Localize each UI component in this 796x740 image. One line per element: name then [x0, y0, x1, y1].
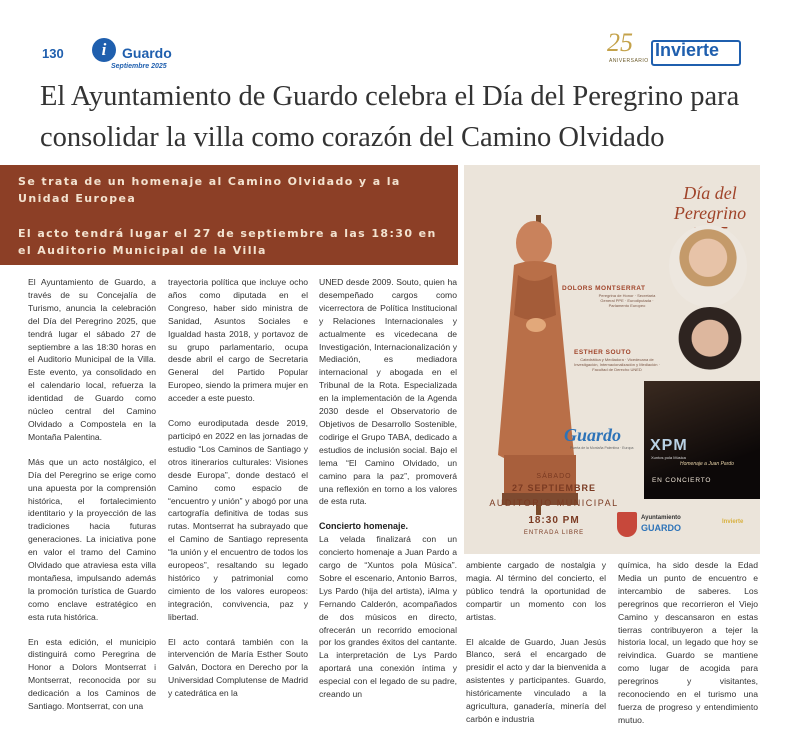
speaker-photo-souto — [670, 307, 750, 389]
speaker-name-1: DOLORS MONTSERRAT — [562, 285, 646, 292]
event-poster — [464, 165, 760, 554]
event-day: SÁBADO — [536, 473, 572, 480]
partner-logo: Invierte — [722, 519, 744, 525]
coat-of-arms-icon — [617, 512, 637, 537]
speaker-photo-montserrat — [669, 225, 747, 307]
anniversary-number: 25 — [607, 28, 633, 57]
event-entry: ENTRADA LIBRE — [523, 530, 585, 536]
paragraph: El alcalde de Guardo, Juan Jesús Blanco, será el encargado de presidir el acto y dar la bienvenida a asistentes y participantes. Guardo, históricamente vinculado a la agricultura, ganadería, minería del carbón e industria — [466, 636, 606, 724]
poster-title-line-2: Peregrino — [673, 203, 747, 223]
paragraph: trayectoria política que incluye ocho años como diputada en el Congreso, haber sido ministra de Sanidad, Asuntos Sociales e Igualdad hasta 2018, y portavoz de su grupo parlamentario, ocupa desde abril el cargo de Secretaria General del Partido Popular Europeo, siendo la primera mujer en acceder a este puesto. — [168, 277, 308, 404]
guardo-tagline: Puerta de la Montaña Palentina · Europa — [570, 446, 634, 450]
subheading: Concierto homenaje. — [319, 521, 409, 532]
page-header — [0, 0, 796, 78]
concert-title: XPM — [650, 437, 688, 454]
article-headline: El Ayuntamiento de Guardo celebra el Día del Peregrino para consolidar la villa como corazón del Camino Olvidado — [40, 81, 740, 153]
paragraph: La velada finalizará con un concierto homenaje a Juan Pardo a cargo de “Xuntos pola Música”. Sobre el escenario, Antonio Barros, Lys Pardo (hija del artista), iAlma y Fernando Calderón, acompañados de dos músicos en directo, ofrecerán un recorrido emocional por los grandes éxitos del cantante. La interpretación de Lys Pardo aportará una conexión íntima y especial con el legado de su padre, creando un — [319, 534, 457, 700]
article-column-2 — [168, 276, 308, 712]
issue-date: Septiembre 2025 — [111, 63, 167, 70]
event-date: 27 SEPTIEMBRE — [511, 483, 597, 493]
paragraph: química, ha sido desde la Edad Media un punto de encuentro e intercambio de saberes. Los peregrinos que recorrieron el Viejo Camino y descansaron en estas tierras contribuyeron a tejer la historia local, un legado que hoy se reivindica. Guardo se mantiene como lugar de acogida para peregrinos y visitantes, reconociendo en el turismo una fuerza de progreso y entendimiento mutuo. — [618, 560, 758, 725]
paragraph: El Ayuntamiento de Guardo, a través de su Concejalía de Turismo, anuncia la celebración del Día del Peregrino 2025, que tendrá lugar el sábado 27 de septiembre a las 18:30 horas en el Auditorio Municipal de la Villa. Este evento, ya consolidado en el calendario local, refuerza la identidad de Guardo como núcleo central del Camino Olvidado a Compostela en la Montaña Palentina. — [28, 277, 156, 442]
poster-title-line-1: Día del — [683, 183, 737, 203]
guardo-logo: Guardo — [564, 425, 622, 445]
page-number: 130 — [42, 46, 64, 61]
speaker-name-2: ESTHER SOUTO — [574, 349, 632, 356]
info-icon: i — [92, 38, 116, 62]
lede-line-2: El acto tendrá lugar el 27 de septiembre a las 18:30 en el Auditorio Municipal de la Villa — [18, 227, 437, 257]
section-name: Guardo — [122, 45, 172, 61]
article-column-3 — [319, 276, 457, 713]
paragraph: UNED desde 2009. Souto, quien ha desempeñado cargos como vicerrectora de Política Institucional y Relaciones Internacionales y actualmente es vicedecana de Investigación, Internacionalización y Mediación, es mediadora internacional y abogada en el Tribunal de la Rota. Especializada en la implementación de la Agenda 2030 desde el Observatorio de Objetivos de Desarrollo Sostenible, codirige el Grupo TABA, dedicado a estudios de inclusión social. Bajo el lema “El Camino Olvidado, un camino para la paz”, promoverá una reflexión en torno a los valores de esta ruta. — [319, 277, 457, 507]
lede-line-1: Se trata de un homenaje al Camino Olvidado y a la Unidad Europea — [18, 175, 401, 205]
article-column-1 — [28, 276, 156, 725]
paragraph: El acto contará también con la intervención de María Esther Souto Galván, Doctora en Derecho por la Universidad Complutense de Madrid y catedrática en la — [168, 636, 308, 699]
concert-label: EN CONCIERTO — [652, 477, 712, 484]
event-time: 18:30 PM — [528, 515, 580, 526]
anniversary-label: ANIVERSARIO — [609, 58, 649, 64]
magazine-logo: Invierte — [655, 40, 720, 60]
article-column-4 — [466, 559, 606, 738]
paragraph: Más que un acto nostálgico, el Día del Peregrino se erige como una apuesta por la comprensión histórica, el fortalecimiento identitario y la proyección de las tradiciones hacia futuras generaciones. La iniciativa pone en valor el tramo del Camino Olvidado que atraviesa esta villa montañesa, impulsando además la promoción turística de Guardo como enclave estratégico en esta ruta histórica. — [28, 456, 156, 622]
article-column-5 — [618, 559, 758, 739]
lede-box — [0, 165, 458, 265]
concert-subtitle: Xuntos pola Música — [651, 455, 686, 460]
paragraph: ambiente cargado de nostalgia y magia. Al término del concierto, el público tendrá la oportunidad de compartir un momento con los artistas. — [466, 560, 606, 622]
speaker-role-2: Catedrática y Mediadora · Vicedecana de Investigación, Internacionalización y Mediación · Facultad de Derecho UNED — [574, 357, 660, 372]
paragraph: Como eurodiputada desde 2019, participó en 2022 en las jornadas de estudio “Los Caminos de Santiago y otros itinerarios culturales: Visiones desde Europa”, donde destacó el Camino como espacio de “encuentro y unión” y abogó por una cartografía definitiva de todas sus rutas. Montserrat ha subrayado que el Camino de Santiago representa “la unión y el encuentro de todos los europeos”, resaltando su legado histórico y patrimonial como cimiento de los valores europeos: integración, convivencia, paz y libertad. — [168, 418, 308, 622]
concert-subtitle-2: Homenaje a Juan Pardo — [680, 461, 734, 467]
speaker-role-1: Peregrina de Honor · Secretaria General PPE · Eurodiputada · Parlamento Europeo — [598, 293, 656, 308]
concert-photo — [644, 381, 760, 499]
town-hall-name: GUARDO — [641, 523, 681, 533]
town-hall-label: Ayuntamiento — [641, 515, 681, 521]
paragraph: En esta edición, el municipio distinguirá como Peregrina de Honor a Dolors Montserrat i Montserrat, reconocida por su dedicación a los Caminos de Santiago. Montserrat, con una — [28, 636, 156, 712]
event-venue: AUDITORIO MUNICIPAL — [489, 498, 619, 508]
